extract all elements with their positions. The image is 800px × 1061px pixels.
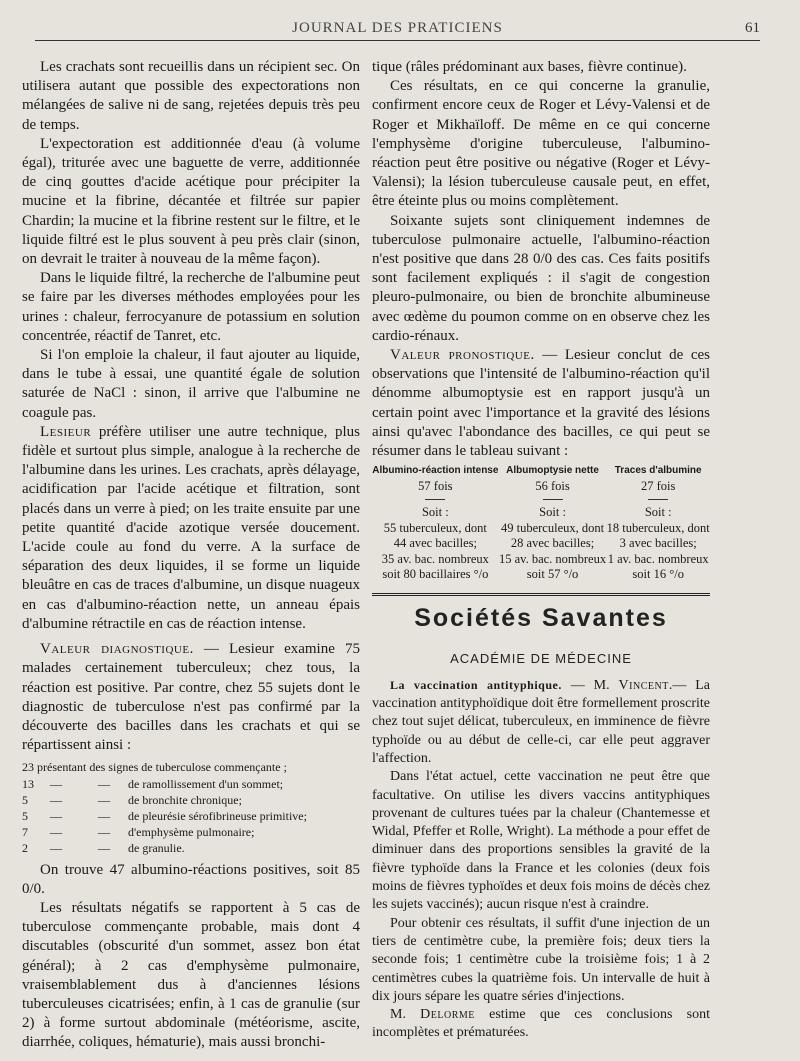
paragraph-text: — Lesieur examine 75 malades certainement tuberculeux; chez tous, la réaction est positive. Par contre, chez 55 sujets dont le diagnostic de tuberculose n'est pas confirmé par la découverte des bacilles dans les crachats et qui se répartissent ainsi : (22, 641, 360, 754)
list-count: 13 (22, 776, 34, 791)
paragraph: Pour obtenir ces résultats, il suffit d'une injection de un tiers de centimètre cube, la première fois; deux tiers la seconde fois; 1 centimètre cube la troisième fois; 1 à 2 centimètres cubes la quatrième fois. Un intervalle de huit à dix jours sépare les quatre séries d'injections. (372, 915, 710, 1004)
paragraph: tique (râles prédominant aux bases, fièvre continue). (372, 59, 687, 75)
table-cell: 28 avec bacilles; (510, 536, 595, 551)
results-table (372, 463, 710, 583)
ditto-mark: — (50, 792, 62, 807)
ditto-mark: — (50, 825, 62, 840)
list-text: de bronchite chronique; (128, 792, 242, 807)
subsection-title: ACADÉMIE DE MÉDECINE (450, 650, 632, 666)
table-cell: 49 tuberculeux, dont (500, 520, 605, 535)
case-list (22, 759, 360, 856)
ditto-mark: — (98, 808, 110, 823)
table-row (372, 521, 710, 537)
table-cell: Soit : (644, 505, 672, 520)
list-item (22, 792, 360, 808)
paragraph: On trouve 47 albumino-réactions positives, soit 85 0/0. (22, 861, 360, 897)
divider (648, 499, 668, 500)
table-row (372, 567, 710, 583)
report-title: La vaccination antityphique. (390, 677, 562, 692)
table-header: Traces d'albumine (614, 465, 702, 477)
paragraph-text: — Lesieur conclut de ces observations que l'intensité de l'albumino-réaction qu'il dénomme albumoptysie est en rapport jusqu'à un certain point avec l'importance et la gravité des lésions ainsi qu'avec l'abondance des bacilles, ce qui peut se résumer dans le tableau suivant : (372, 347, 710, 460)
table-cell: soit 80 bacillaires °/o (382, 567, 489, 582)
page-number: 61 (745, 20, 760, 36)
left-column (22, 58, 360, 1053)
table-cell: 3 avec bacilles; (619, 536, 697, 551)
table-cell: Soit : (539, 505, 566, 520)
list-count: 2 (22, 841, 28, 856)
table-header: Albumino-réaction intense (372, 465, 499, 477)
table-cell: 44 avec bacilles; (393, 536, 477, 551)
table-cell: soit 57 °/o (526, 567, 579, 582)
paragraph (372, 676, 710, 768)
paragraph (22, 423, 360, 634)
table-header-row (372, 463, 710, 479)
right-column (372, 58, 710, 1043)
table-cell: 56 fois (535, 478, 570, 493)
section-rule (372, 593, 710, 596)
list-text: de granulie. (128, 841, 185, 856)
ditto-mark: — (98, 841, 110, 856)
table-divider-row (372, 494, 710, 505)
section-lead: Valeur diagnostique. (40, 641, 194, 658)
list-count: 7 (22, 825, 28, 840)
table-cell: 57 fois (418, 478, 453, 493)
table-cell: 55 tuberculeux, dont (383, 520, 487, 535)
table-row (372, 505, 710, 521)
list-item (22, 840, 360, 856)
ditto-mark: — (98, 792, 110, 807)
table-cell: 27 fois (641, 478, 676, 493)
paragraph-text: .— La vaccination antityphoïdique doit être formellement proscrite chez tout sujet délicat, tuberculeux, en imminence de fièvre typhoïde ou au début de celle-ci, car elle peut aggraver l'affection. (372, 677, 711, 766)
table-row (372, 536, 710, 552)
paragraph-text: — M. (561, 677, 619, 693)
divider (543, 499, 563, 500)
author-name: Lesieur (40, 423, 92, 440)
section-lead: Valeur pronostique. (390, 347, 535, 364)
list-count: 5 (22, 792, 28, 807)
ditto-mark: — (50, 808, 62, 823)
paragraph: Ces résultats, en ce qui concerne la granulie, confirment encore ceux de Roger et Lévy-Valensi et de Roger et Mikhaïloff. De même en ce qui concerne l'emphysème d'origine tuberculeuse, l'albumino-réaction peut être positive ou négative (Roger et Lévy-Valensi); la lésion tuberculeuse causale peut, en effet, être éteinte plus ou moins complètement. (372, 78, 710, 210)
list-item: 23 présentant des signes de tuberculose commençante ; (22, 760, 287, 775)
ditto-mark: — (50, 776, 62, 791)
table-header: Albumoptysie nette (506, 465, 599, 477)
paragraph (372, 346, 710, 461)
ditto-mark: — (50, 841, 62, 856)
list-text: de ramollissement d'un sommet; (128, 776, 284, 791)
table-row (372, 479, 710, 495)
list-item (22, 824, 360, 840)
paragraph-text: estime que ces conclusions sont incomplètes et prématurées. (372, 1007, 711, 1041)
list-item (22, 808, 360, 824)
table-cell: 18 tuberculeux, dont (606, 520, 710, 535)
ditto-mark: — (98, 825, 110, 840)
table-cell: 1 av. bac. nombreux (607, 551, 709, 566)
running-title: JOURNAL DES PRATICIENS (292, 20, 503, 36)
paragraph: Les résultats négatifs se rapportent à 5 cas de tuberculose commençante probable, mais dont 4 discutables (obscurité d'un sommet, assez bon état général); à 2 cas d'emphysème pulmonaire, vraisemblablement dus à d'anciennes lésions tuberculeuses cicatrisées; enfin, à 1 cas de granulie (sur 2) à forme surtout abdominale (météorisme, ascite, diarrhée, coliques, hématurie), mais aussi bronchi- (22, 899, 360, 1051)
paragraph (372, 1006, 710, 1043)
author-name: Delorme (420, 1007, 475, 1023)
academie-report (372, 676, 710, 1043)
paragraph-text: préfère utiliser une autre technique, plus fidèle et surtout plus simple, analogue à la recherche de l'albumine dans les urines. Les crachats, après délayage, acidification par l'acide acétique et filtration, sont placés dans un verre à pied; on les traite ensuite par une petite quantité d'acide azotique versée doucement. L'acide coule au fond du verre. A la surface de séparation des deux liquides, il se forme un liquide bleuâtre en cas de traces d'albumine, un disque nuageux en cas d'albumino-réaction nette, un anneau épais d'albumine rétractile en cas de réaction intense. (22, 423, 360, 632)
table-cell: Soit : (421, 505, 449, 520)
paragraph: Soixante sujets sont cliniquement indemnes de tuberculose pulmonaire actuelle, l'albumino-réaction n'est positive que dans 28 0/0 des cas. Ces faits positifs sont facilement expliqués : il s'agit de congestion pleuro-pulmonaire, ou bien de bronchite albumineuse avec œdème du poumon comme on en observe chez les cardio-rénaux. (372, 212, 710, 344)
list-text: d'emphysème pulmonaire; (128, 825, 255, 840)
divider (425, 499, 445, 500)
paragraph: Si l'on emploie la chaleur, il faut ajouter au liquide, dans le tube à essai, une quantité égale de solution saturée de NaCl : sinon, il arrive que l'albumine ne coagule pas. (22, 347, 360, 421)
list-text: de pleurésie sérofibrineuse primitive; (128, 808, 307, 823)
page-header (35, 18, 760, 41)
table-cell: 15 av. bac. nombreux (498, 551, 607, 566)
table-cell: soit 16 °/o (632, 567, 684, 582)
table-cell: 35 av. bac. nombreux (381, 551, 489, 566)
section-title: Sociétés Savantes (414, 603, 668, 632)
paragraph-text: M. (390, 1007, 421, 1023)
paragraph: Les crachats sont recueillis dans un récipient sec. On utilisera autant que possible des expectorations non mélangées de salive ni de sang, rejetées depuis très peu de temps. (22, 59, 360, 133)
ditto-mark: — (98, 776, 110, 791)
table-row (372, 552, 710, 568)
paragraph: Dans l'état actuel, cette vaccination ne peut être que facultative. On utilise les divers vaccins antityphiques provenant de cultures tuées par la chaleur (Chantemesse et Widal, Pfeffer et Rolle, Wright). La méthode a pour effet de diminuer dans des proportions sensibles la gravité de la fièvre typhoïde dans la France et les colonies (deux fois moins de fièvres typhoïdes et deux fois moins de décès chez les sujets vaccinés); aucun risque n'est à craindre. (372, 769, 710, 913)
paragraph: L'expectoration est additionnée d'eau (à volume égal), triturée avec une baguette de verre, additionnée de cinq gouttes d'acide acétique pour précipiter la mucine et la fibrine, décantée et filtrée sur papier Chardin; la mucine et la fibrine restent sur le filtre, et le liquide filtré est le plus souvent à peu près clair (sinon, on devrait le traiter à nouveau de la même façon). (22, 135, 360, 268)
paragraph: Dans le liquide filtré, la recherche de l'albumine peut se faire par les diverses méthodes employées pour les urines : chaleur, ferrocyanure de potassium en solution concentrée, réactif de Tanret, etc. (22, 270, 360, 344)
author-name: Vincent (618, 677, 669, 693)
paragraph (22, 640, 360, 755)
list-count: 5 (22, 808, 28, 823)
list-item (22, 776, 360, 792)
